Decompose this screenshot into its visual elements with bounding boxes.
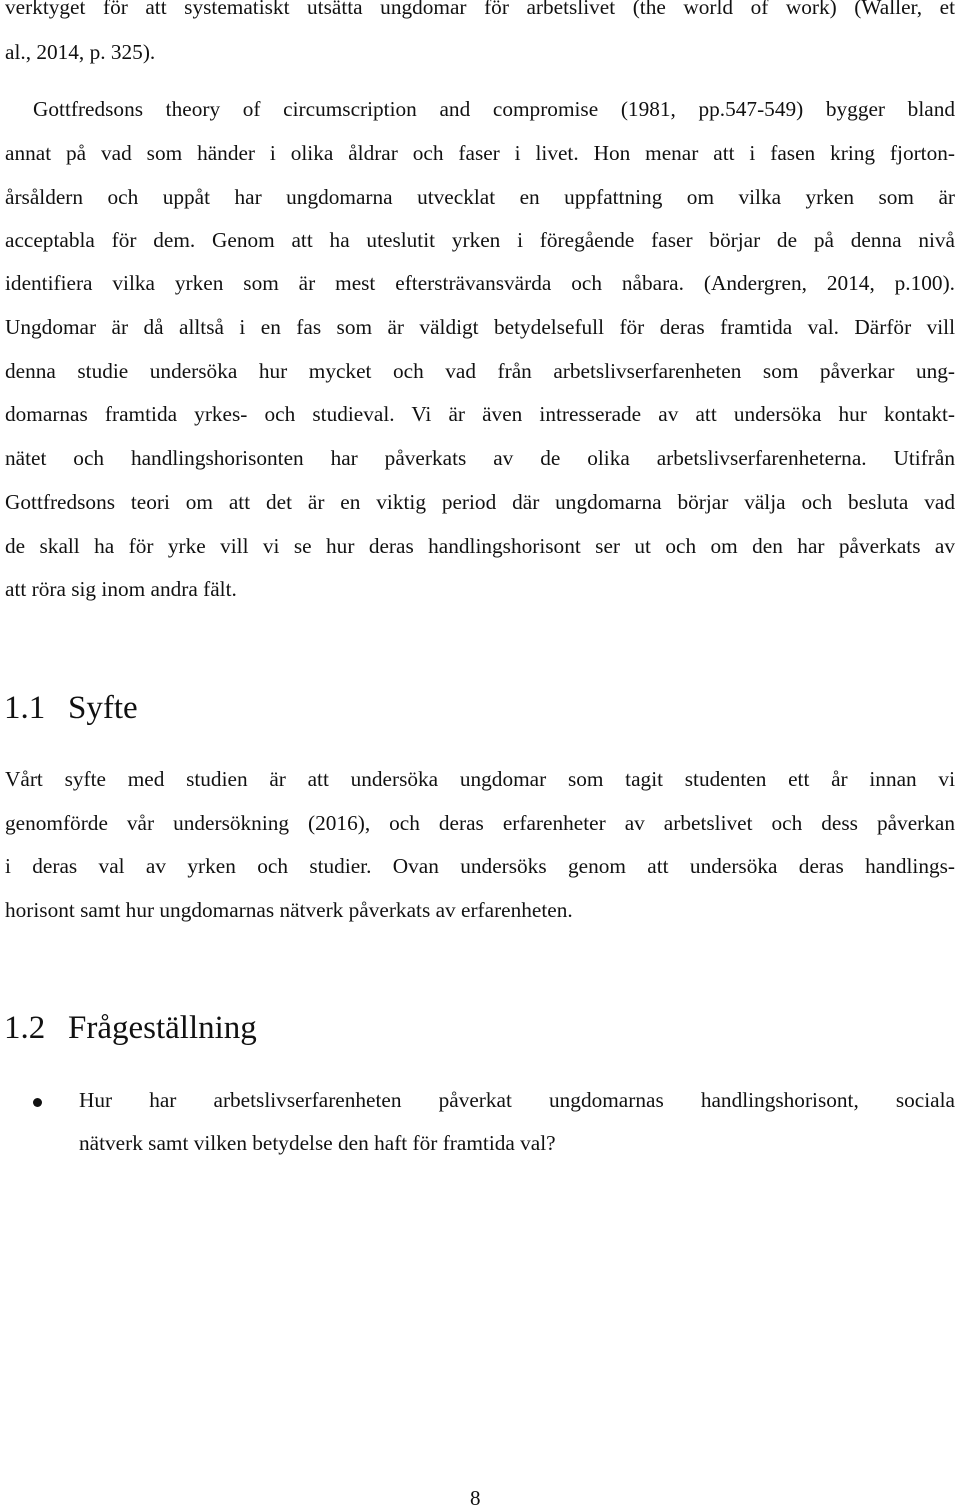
- text-line: denna studie undersöka hur mycket och vad från arbetslivserfarenheten som påverkar ung-: [5, 359, 955, 383]
- text-line: Gottfredsons teori om att det är en viktig period där ungdomarna börjar välja och besluta vad: [5, 490, 955, 514]
- section-number: 1.1: [4, 690, 46, 726]
- section-title: Frågeställning: [68, 1010, 257, 1046]
- section-heading-syfte: [4, 688, 138, 728]
- page-number: 8: [470, 1486, 481, 1510]
- text-line: al., 2014, p. 325).: [5, 40, 156, 64]
- text-line: årsåldern och uppåt har ungdomarna utvecklat en uppfattning om vilka yrken som är: [5, 185, 955, 209]
- text-line: verktyget för att systematiskt utsätta ungdomar för arbetslivet (the world of work) (Waller, et: [5, 0, 955, 19]
- text-line: acceptabla för dem. Genom att ha uteslutit yrken i föregående faser börjar de på denna nivå: [5, 228, 955, 252]
- text-line: identifiera vilka yrken som är mest eftersträvansvärda och nåbara. (Andergren, 2014, p.100).: [5, 271, 955, 295]
- text-line: de skall ha för yrke vill vi se hur deras handlingshorisont ser ut och om den har påverkats av: [5, 534, 955, 558]
- text-line: genomförde vår undersökning (2016), och deras erfarenheter av arbetslivet och dess påverkan: [5, 811, 955, 835]
- section-heading-fragestallning: [4, 1008, 257, 1048]
- text-line: Gottfredsons theory of circumscription and compromise (1981, pp.547-549) bygger bland: [33, 97, 955, 121]
- text-line: nätet och handlingshorisonten har påverkats av de olika arbetslivserfarenheterna. Utifrån: [5, 446, 955, 470]
- text-line: att röra sig inom andra fält.: [5, 577, 237, 601]
- text-line: domarnas framtida yrkes- och studieval. Vi är även intresserade av att undersöka hur kontakt-: [5, 402, 955, 426]
- text-line: Vårt syfte med studien är att undersöka ungdomar som tagit studenten ett år innan vi: [5, 767, 955, 791]
- section-number: 1.2: [4, 1010, 46, 1046]
- section-title: Syfte: [68, 690, 138, 726]
- text-line: Ungdomar är då alltså i en fas som är väldigt betydelsefull för deras framtida val. Därför vill: [5, 315, 955, 339]
- text-line: horisont samt hur ungdomarnas nätverk påverkats av erfarenheten.: [5, 898, 573, 922]
- bullet-icon: [33, 1098, 42, 1107]
- text-line: annat på vad som händer i olika åldrar och faser i livet. Hon menar att i fasen kring fjorton-: [5, 141, 955, 165]
- list-item-text: Hur har arbetslivserfarenheten påverkat ungdomarnas handlingshorisont, sociala: [79, 1088, 955, 1112]
- text-line: i deras val av yrken och studier. Ovan undersöks genom att undersöka deras handlings-: [5, 854, 955, 878]
- list-item-text: nätverk samt vilken betydelse den haft för framtida val?: [79, 1131, 556, 1155]
